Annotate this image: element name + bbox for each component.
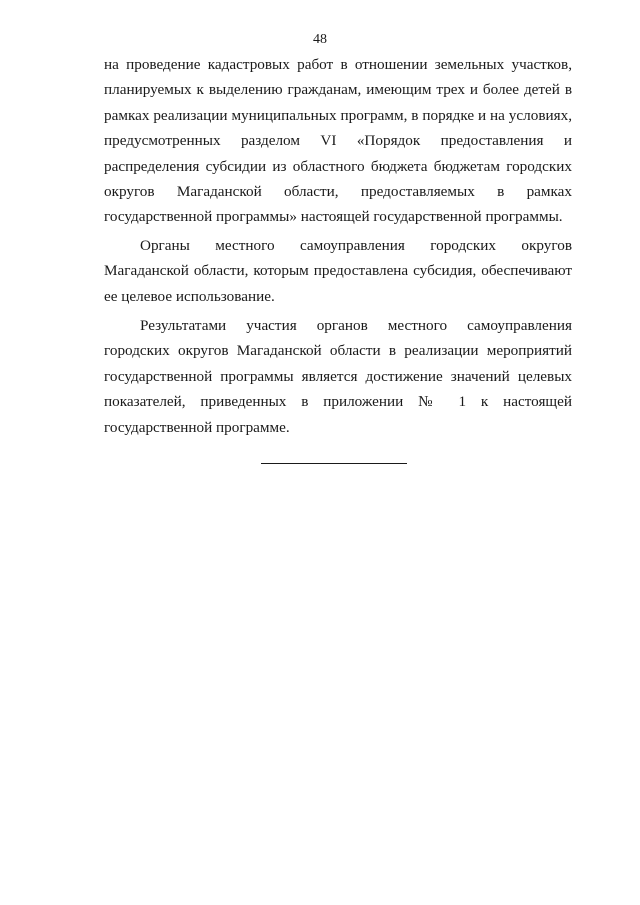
document-body <box>104 52 572 440</box>
page-number: 48 <box>313 32 327 47</box>
paragraph-results: Результатами участия органов местного самоуправления городских округов Магаданской области в реализации мероприятий государственной программы является достижение значений целевых показателей, приведенных в приложении № 1 к настоящей государственной программе. <box>104 317 572 436</box>
end-of-text-divider <box>261 463 407 464</box>
paragraph-subsidy-purpose: на проведение кадастровых работ в отношении земельных участков, планируемых к выделению гражданам, имеющим трех и более детей в рамках реализации муниципальных программ, в порядке и на условиях, предусмотренных разделом VI «Порядок предоставления и распределения субсидии из областного бюджета бюджетам городских округов Магаданской области, предоставляемых в рамках государственной программы» настоящей государственной программы. <box>104 56 572 226</box>
paragraph-local-authorities: Органы местного самоуправления городских округов Магаданской области, которым предоставлена субсидия, обеспечивают ее целевое использование. <box>104 236 572 305</box>
